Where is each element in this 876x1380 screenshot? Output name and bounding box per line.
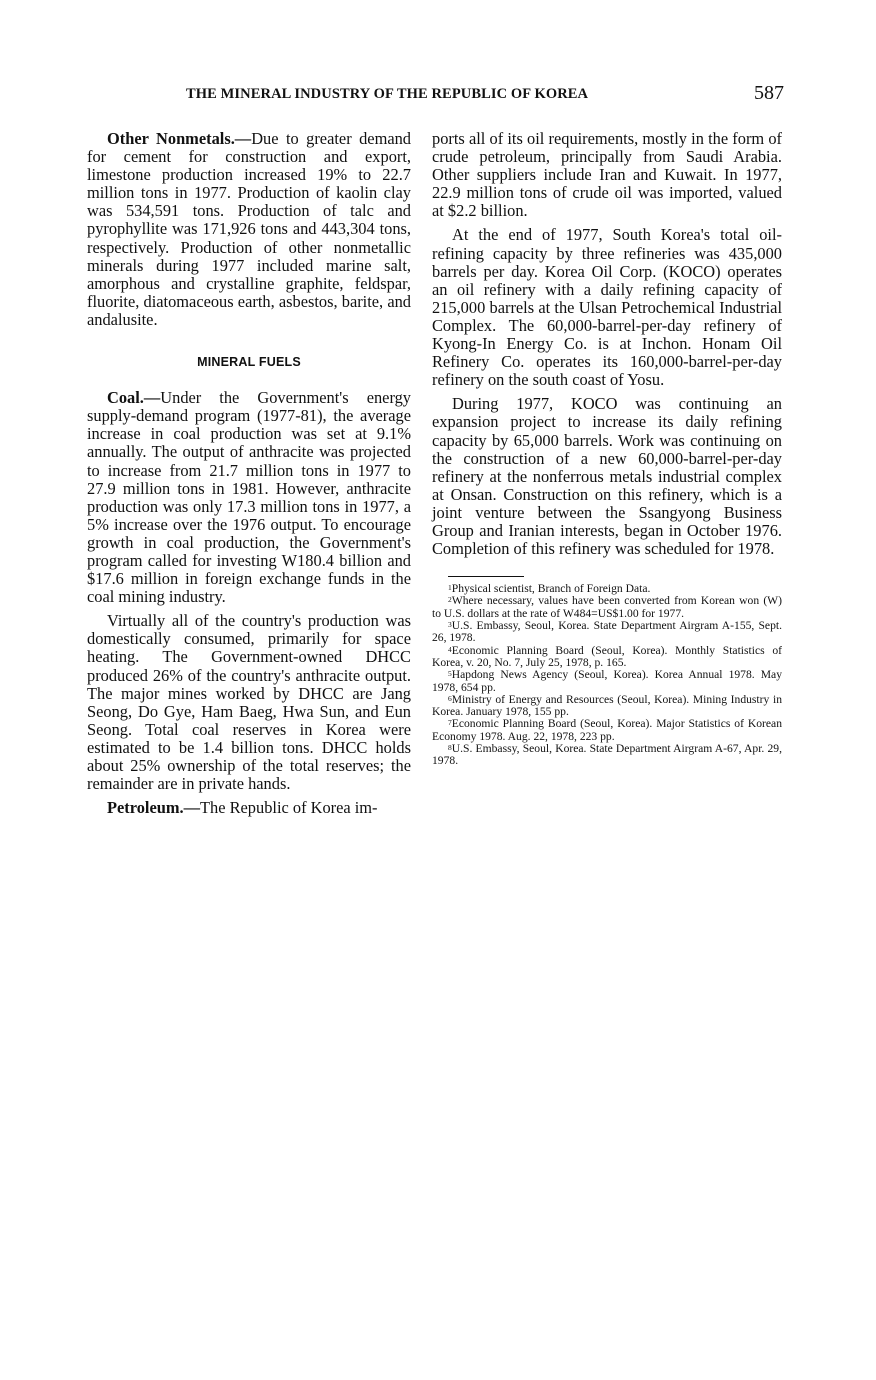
paragraph-text: Under the Government's energy supply-demand program (1977-81), the average increase in coal production was set at 9.1% annually. The output of anthracite was projected to increase from 21.7 million tons in 1977 to 27.9 million tons in 1981. However, anthracite production was only 17.3 million tons in 1977, a 5% increase over the 1976 output. To encourage growth in coal production, the Government's program called for investing W180.4 billion and $17.6 million in foreign exchange funds in the coal mining industry.: [87, 388, 411, 607]
footnote-divider: [448, 576, 524, 577]
paragraph-coal: [87, 389, 411, 606]
footnote: $^2$Where necessary, values have been converted from Korean won (W) to U.S. dollars at the rate of W484=US$1.00 for 1977.: [432, 594, 782, 620]
run-in-heading-other-nonmetals: Other Nonmetals.—: [107, 129, 252, 148]
paragraph-other-nonmetals: [87, 130, 411, 329]
run-in-heading-coal: Coal.—: [107, 388, 161, 408]
left-column: [87, 130, 411, 817]
paragraph-coal-consumption: Virtually all of the country's production was domestically consumed, primarily for space heating. The Government-owned DHCC produced 26% of the country's anthracite output. The major mines worked by DHCC are Jang Seong, Do Gye, Ham Baeg, Hwa Sun, and Eun Seong. Total coal reserves in Korea were estimated to be 1.4 billion tons. DHCC holds about 25% ownership of the total reserves; the remainder are in private hands.: [87, 611, 411, 794]
right-column: [432, 130, 782, 768]
paragraph-text: Due to greater demand for cement for construction and export, limestone production increased 19% to 22.7 million tons in 1977. Production of kaolin clay was 534,591 tons. Production of talc and pyrophyllite was 171,926 tons and 443,304 tons, respectively. Production of other nonmetallic minerals during 1977 included marine salt, amorphous and crystalline graphite, feldspar, fluorite, diatomaceous earth, asbestos, barite, and andalusite.: [87, 129, 411, 329]
page-header: [186, 82, 784, 110]
paragraph-refining-capacity: At the end of 1977, South Korea's total oil-refining capacity by three refineries was 435,000 barrels per day. Korea Oil Corp. (KOCO) operates an oil refinery with a daily refining capacity of 215,000 barrels at the Ulsan Petrochemical Industrial Complex. The 60,000-barrel-per-day refinery of Kyong-In Energy Co. is at Inchon. Honam Oil Refinery Co. operates its 160,000-barrel-per-day refinery on the south coast of Yosu.: [432, 225, 782, 390]
footnote: $^1$Physical scientist, Branch of Foreign Data.: [448, 582, 651, 596]
paragraph-text: The Republic of Korea im-: [200, 798, 378, 818]
footnote: $^3$U.S. Embassy, Seoul, Korea. State Department Airgram A-155, Sept. 26, 1978.: [432, 619, 782, 645]
section-heading-mineral-fuels: MINERAL FUELS: [197, 355, 301, 370]
paragraph-koco-expansion: During 1977, KOCO was continuing an expansion project to increase its daily refining capacity by 65,000 barrels. Work was continuing on the construction of a new 60,000-barrel-per-day refinery at the nonferrous metals industrial complex at Onsan. Construction on this refinery, which is a joint venture between the Ssangyong Business Group and Iranian interests, began in October 1976. Completion of this refinery was scheduled for 1978.: [432, 394, 782, 559]
page-number: 587: [754, 82, 784, 104]
footnote: $^4$Economic Planning Board (Seoul, Korea). Monthly Statistics of Korea, v. 20, No. 7, July 25, 1978, p. 165.: [432, 643, 782, 669]
footnote: $^5$Hapdong News Agency (Seoul, Korea). Korea Annual 1978. May 1978, 654 pp.: [432, 668, 782, 694]
footnote: $^6$Ministry of Energy and Resources (Seoul, Korea). Mining Industry in Korea. January 1978, 155 pp.: [432, 692, 782, 719]
running-title: THE MINERAL INDUSTRY OF THE REPUBLIC OF KOREA: [186, 86, 589, 102]
footnote: $^8$U.S. Embassy, Seoul, Korea. State Department Airgram A-67, Apr. 29, 1978.: [432, 742, 782, 768]
run-in-heading-petroleum: Petroleum.—: [107, 798, 201, 818]
footnotes: [432, 583, 782, 767]
footnote: $^7$Economic Planning Board (Seoul, Korea). Major Statistics of Korean Economy 1978. Aug. 22, 1978, 223 pp.: [432, 717, 782, 743]
paragraph-petroleum: [87, 799, 411, 817]
paragraph-oil-imports: ports all of its oil requirements, mostly in the form of crude petroleum, principally from Saudi Arabia. Other suppliers include Iran and Kuwait. In 1977, 22.9 million tons of crude oil was imported, valued at $2.2 billion.: [432, 129, 782, 221]
